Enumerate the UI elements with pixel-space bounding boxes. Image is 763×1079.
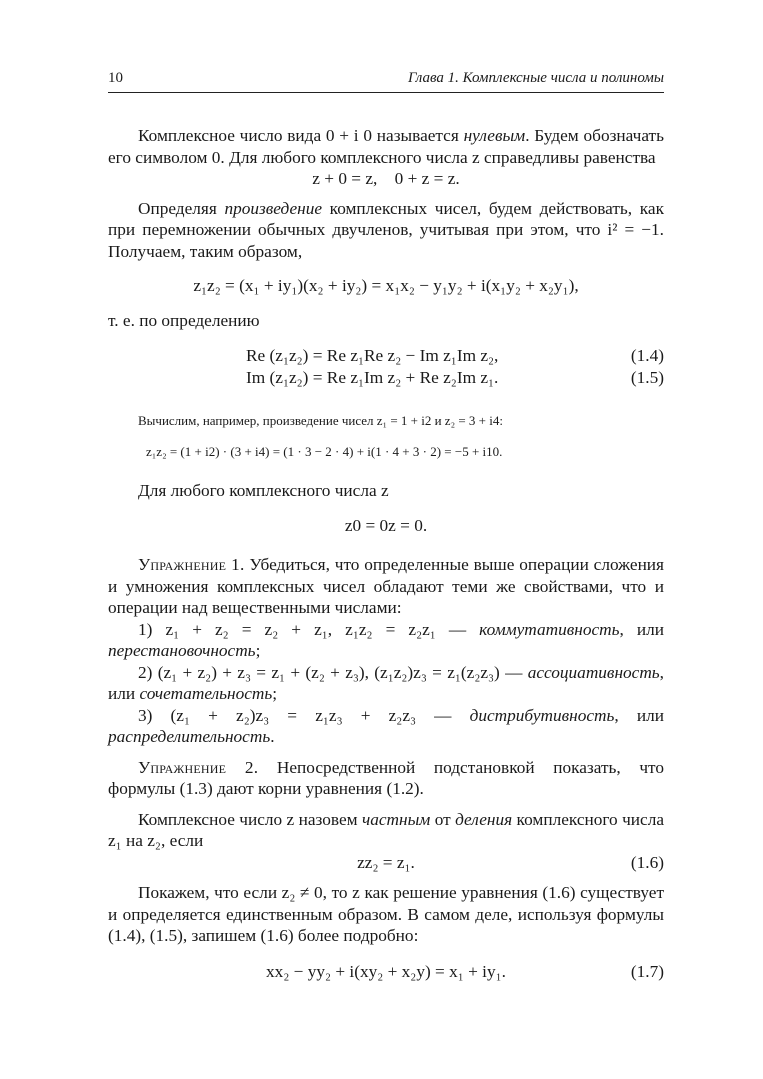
text-run: от: [430, 809, 456, 829]
term-quotient: частным: [361, 809, 431, 829]
paragraph-any-complex: Для любого комплексного числа z: [138, 481, 389, 500]
running-header: [108, 70, 664, 92]
chapter-title: Глава 1. Комплексные числа и полиномы: [408, 70, 664, 86]
exercise-1-item-1: [108, 619, 664, 662]
exercise-2-label: Упражнение 2.: [138, 757, 259, 777]
text-run: 2) (z₁ + z₂) + z₃ = z₁ + (z₂ + z₃), (z₁z₂)z₃ = z₁(z₂z₃) —: [138, 662, 528, 682]
equation-1-5-text: Im (z₁z₂) = Re z₁Im z₂ + Re z₂Im z₁.: [246, 367, 499, 387]
equation-1-6-number: (1.6): [630, 852, 664, 872]
text-run: , или: [108, 662, 664, 703]
paragraph-product: [108, 198, 664, 263]
equation-1-4: [108, 345, 664, 367]
text-run: Комплексное число z назовем: [138, 809, 362, 829]
term-zero: нулевым: [463, 126, 526, 145]
text-run: 1) z₁ + z₂ = z₂ + z₁, z₁z₂ = z₂z₁ —: [138, 619, 480, 639]
equation-1-7-text: xx₂ − yy₂ + i(xy₂ + x₂y) = x₁ + iy₁.: [266, 961, 506, 981]
text-run: Убедиться, что определенные выше операции сложения и умножения комплексных чисел обладают теми же свойствами, что и операции над вещественными числами:: [108, 555, 665, 617]
term-division: деления: [455, 809, 513, 829]
term-distributivity: дистрибутивность: [469, 705, 615, 725]
text-run: комплексного числа z₁ на z₂, если: [108, 809, 664, 850]
exercise-1-item-3: [108, 705, 664, 748]
equation-1-5: [108, 367, 664, 389]
equation-1-4-text: Re (z₁z₂) = Re z₁Re z₂ − Im z₁Im z₂,: [246, 346, 499, 365]
equation-1-4-number: (1.4): [630, 346, 664, 365]
term-commutativity: коммутативность: [479, 619, 620, 639]
equation-zero-product: z0 = 0z = 0.: [344, 515, 428, 535]
text-run: , или: [619, 619, 664, 639]
term-associativity: ассоциативность: [527, 662, 660, 682]
paragraph-zero-number: [108, 125, 664, 168]
text-run: .: [270, 727, 275, 746]
text-run: ;: [255, 641, 261, 660]
text-run: Непосредственной подстановкой показать, что формулы (1.3) дают корни уравнения (1.2).: [108, 757, 664, 798]
term-distribution: распределительность: [108, 727, 271, 746]
example-text: Вычислим, например, произведение чисел z₁ = 1 + i2 и z₂ = 3 + i4:: [138, 413, 503, 428]
equation-1-5-number: (1.5): [630, 367, 664, 387]
paragraph-quotient: [108, 809, 664, 852]
term-combinability: сочетательность: [139, 684, 273, 703]
paragraph-existence: Покажем, что если z₂ ≠ 0, то z как решение уравнения (1.6) существует и определяется единственным образом. В самом деле, используя формулы (1.4), (1.5), запишем (1.6) более подробно:: [108, 883, 664, 945]
text-run: . Будем обозначать его символом 0. Для любого комплексного числа z справедливы равенства: [108, 126, 664, 167]
text-run: 3) (z₁ + z₂)z₃ = z₁z₃ + z₂z₃ —: [138, 705, 470, 725]
equation-1-6-text: zz₂ = z₁.: [357, 852, 415, 872]
text-run: комплексных чисел, будем действовать, как при перемножении обычных двучленов, учитывая при этом, что i² = −1. Получаем, таким образом,: [108, 198, 664, 261]
text-run: ;: [272, 684, 278, 703]
paragraph-by-definition: т. е. по определению: [108, 310, 260, 330]
equation-product-expansion: z₁z₂ = (x₁ + iy₁)(x₂ + iy₂) = x₁x₂ − y₁y₂ + i(x₁y₂ + x₂y₁),: [193, 276, 579, 295]
exercise-2: [108, 757, 664, 800]
term-permutability: перестановочность: [108, 641, 256, 660]
exercise-1: [108, 554, 664, 619]
equation-zero-identity: z + 0 = z, 0 + z = z.: [312, 169, 460, 188]
exercise-1-item-2: [108, 662, 664, 705]
page-body: [108, 125, 664, 982]
example-equation: z₁z₂ = (1 + i2) · (3 + i4) = (1 · 3 − 2 · 4) + i(1 · 4 + 3 · 2) = −5 + i10.: [146, 444, 503, 459]
page-number: 10: [108, 70, 123, 86]
text-run: Определяя: [138, 198, 225, 218]
text-run: , или: [614, 705, 664, 725]
header-rule: [108, 92, 664, 93]
text-run: Комплексное число вида 0 + i 0 называется: [138, 126, 464, 145]
exercise-1-label: Упражнение 1.: [138, 555, 245, 574]
equation-1-6: [108, 852, 664, 874]
equation-1-7-number: (1.7): [630, 961, 664, 981]
equation-1-7: [108, 961, 664, 983]
term-product: произведение: [224, 198, 323, 218]
